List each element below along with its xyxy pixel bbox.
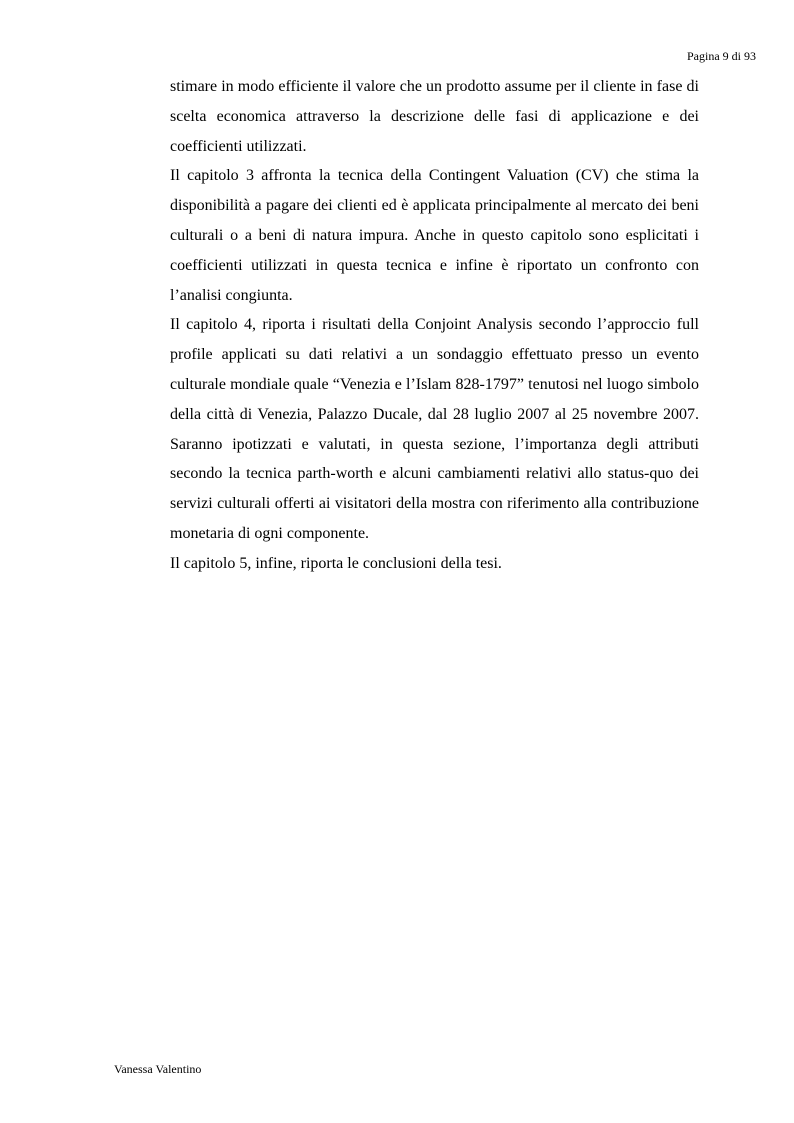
page-number: Pagina 9 di 93 [687, 49, 756, 63]
paragraph: Il capitolo 5, infine, riporta le conclusioni della tesi. [170, 554, 502, 572]
paragraph: Il capitolo 4, riporta i risultati della Conjoint Analysis secondo l’approccio full profile applicati su dati relativi a un sondaggio effettuato presso un evento culturale mondiale quale “Venezia e l’Islam 828-1797” tenutosi nel luogo simbolo della città di Venezia, Palazzo Ducale, dal 28 luglio 2007 al 25 novembre 2007. Saranno ipotizzati e valutati, in questa sezione, l’importanza degli attributi secondo la tecnica parth-worth e alcuni cambiamenti relativi allo status-quo dei servizi culturali offerti ai visitatori della mostra con riferimento alla contribuzione monetaria di ogni componente. [170, 316, 699, 542]
paragraph: stimare in modo efficiente il valore che un prodotto assume per il cliente in fase di scelta economica attraverso la descrizione delle fasi di applicazione e dei coefficienti utilizzati. [170, 78, 699, 155]
footer-author: Vanessa Valentino [114, 1062, 202, 1076]
document-body [170, 72, 699, 579]
paragraph: Il capitolo 3 affronta la tecnica della Contingent Valuation (CV) che stima la disponibilità a pagare dei clienti ed è applicata principalmente al mercato dei beni culturali o a beni di natura impura. Anche in questo capitolo sono esplicitati i coefficienti utilizzati in questa tecnica e infine è riportato un confronto con l’analisi congiunta. [170, 167, 699, 304]
